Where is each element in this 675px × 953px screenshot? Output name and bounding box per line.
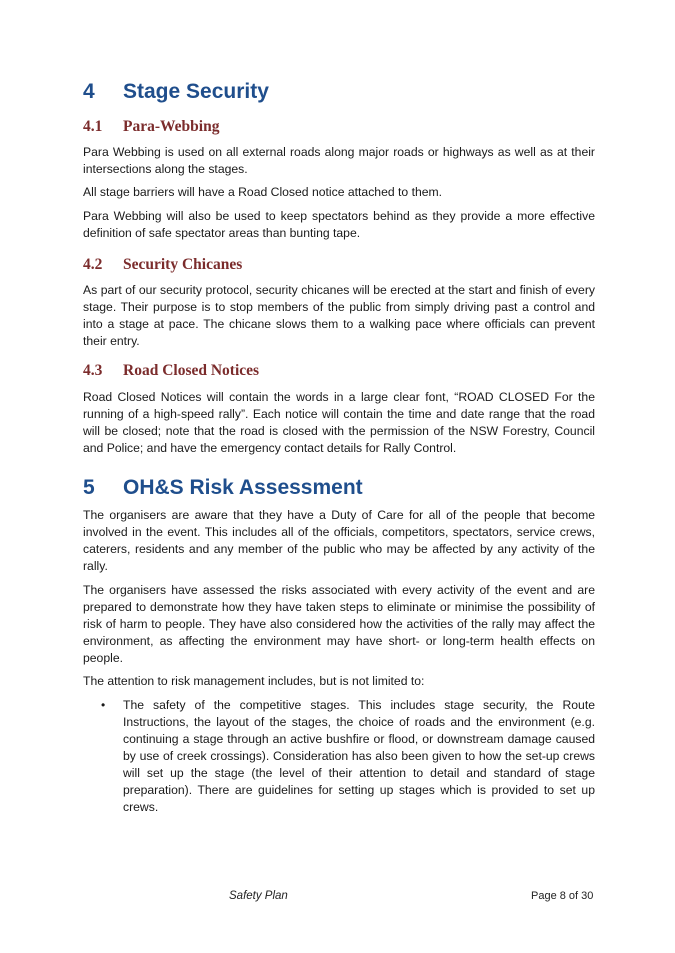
heading-4-3: [83, 362, 259, 380]
heading-4-2: [83, 256, 242, 274]
heading-number: 4.1: [83, 118, 103, 135]
heading-4-1: [83, 118, 219, 136]
paragraph: As part of our security protocol, security chicanes will be erected at the start and finish of every stage. Their purpose is to stop members of the public from simply driving past a control and into a stage at pace. The chicane slows them to a walking pace where officials can prevent their entry.: [83, 283, 595, 348]
footer-document-title: Safety Plan: [229, 890, 288, 902]
heading-number: 5: [83, 476, 95, 499]
heading-number: 4.2: [83, 256, 103, 273]
paragraph: The organisers have assessed the risks associated with every activity of the event and are prepared to demonstrate how they have taken steps to eliminate or minimise the possibility of risk of harm to people. They have also considered how the activities of the rally may affect the environment, as affecting the environment may have short- or long-term health effects on people.: [83, 583, 595, 665]
bullet-icon: •: [101, 698, 106, 712]
heading-title: Stage Security: [123, 80, 269, 103]
heading-section-4: [83, 80, 269, 104]
heading-section-5: [83, 476, 363, 500]
heading-title: Road Closed Notices: [123, 362, 260, 379]
footer-page-number: Page 8 of 30: [531, 890, 594, 902]
paragraph: The attention to risk management includes, but is not limited to:: [83, 674, 425, 688]
paragraph: Road Closed Notices will contain the words in a large clear font, “ROAD CLOSED For the running of a high-speed rally”. Each notice will contain the time and date range that the road will be closed; note that the road is closed with the permission of the NSW Forestry, Council and Police; and have the emergency contact details for Rally Control.: [83, 390, 595, 455]
paragraph: Para Webbing is used on all external roads along major roads or highways as well as at their intersections along the stages.: [83, 145, 595, 176]
heading-title: Security Chicanes: [123, 256, 243, 273]
heading-number: 4: [83, 80, 95, 103]
heading-number: 4.3: [83, 362, 103, 379]
heading-title: OH&S Risk Assessment: [123, 476, 363, 499]
paragraph: The organisers are aware that they have a Duty of Care for all of the people that become involved in the event. This includes all of the officials, competitors, spectators, service crews, caterers, residents and any member of the public who may be affected by any activity of the rally.: [83, 508, 595, 573]
paragraph: Para Webbing will also be used to keep spectators behind as they provide a more effective definition of safe spectator areas than bunting tape.: [83, 209, 595, 240]
bullet-text: The safety of the competitive stages. This includes stage security, the Route Instructions, the layout of the stages, the choice of roads and the environment (e.g. continuing a stage through an active bushfire or flood, or downstream damage caused by use of creek crossings). Consideration has also been given to how the set-up crews will set up the stage (the level of their attention to detail and standard of stage preparation). There are guidelines for setting up stages which is provided to set up crews.: [123, 698, 595, 814]
paragraph: All stage barriers will have a Road Closed notice attached to them.: [83, 185, 443, 199]
heading-title: Para-Webbing: [123, 118, 220, 135]
